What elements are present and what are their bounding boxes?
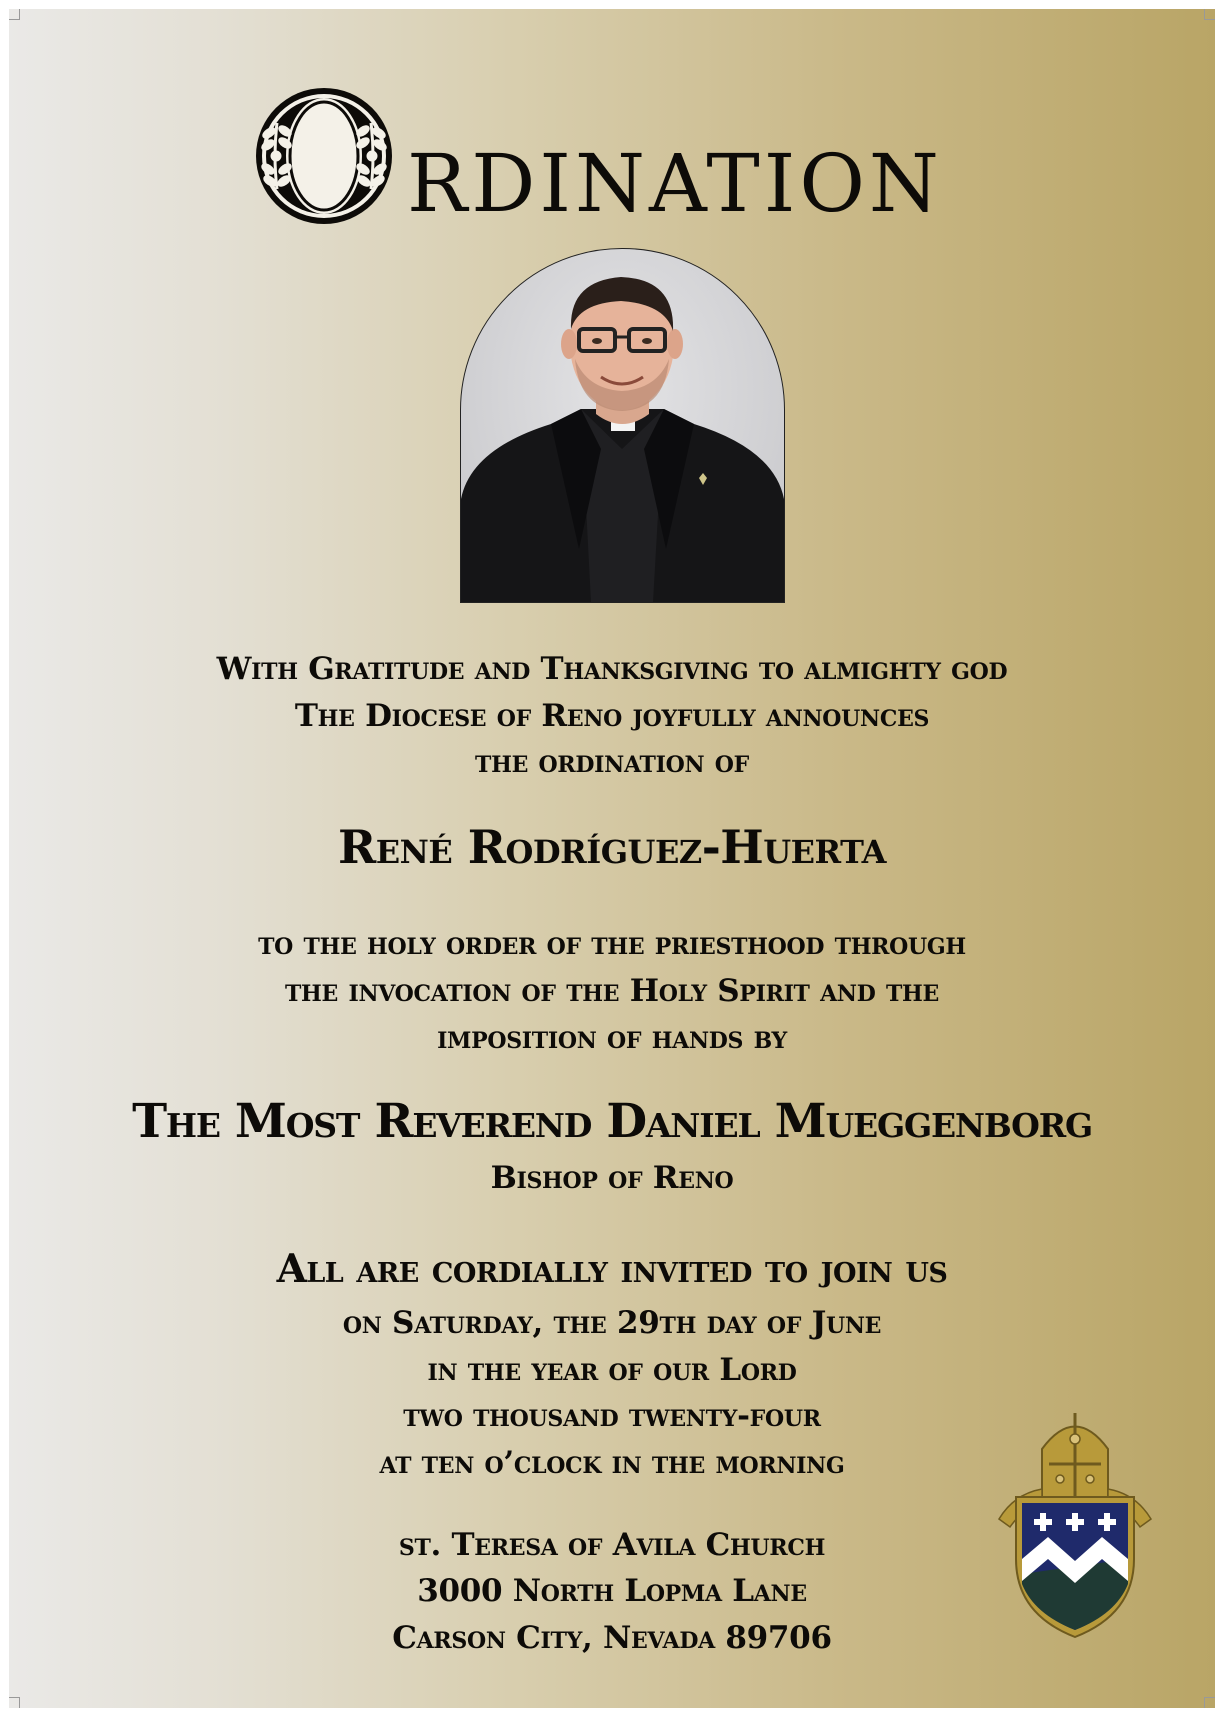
address-line: st. Teresa of Avila Church	[398, 1527, 826, 1563]
intro-line: The Diocese of Reno joyfully announces	[294, 698, 930, 734]
address-line: 3000 North Lopma Lane	[417, 1573, 807, 1609]
page-title	[249, 81, 1009, 231]
purpose-line: to the holy order of the priesthood through	[258, 926, 966, 962]
date-line: in the year of our Lord	[427, 1352, 797, 1388]
bishop-name: The Most Reverend Daniel Mueggenborg	[132, 1094, 1092, 1149]
crop-mark	[1204, 9, 1215, 20]
ornate-initial-o-icon	[249, 81, 399, 231]
invitation-heading: All are cordially invited to join us	[276, 1246, 948, 1292]
invitation-page	[9, 9, 1215, 1708]
date-line: two thousand twenty-four	[403, 1398, 821, 1434]
ordinand-name: René Rodríguez-Huerta	[338, 820, 886, 874]
crop-mark	[9, 1697, 20, 1708]
crop-mark	[1204, 1697, 1215, 1708]
purpose-line: the invocation of the Holy Spirit and the	[284, 973, 939, 1009]
portrait-photo	[460, 248, 785, 603]
coat-of-arms-icon	[994, 1409, 1156, 1639]
date-line: on Saturday, the 29th day of June	[342, 1305, 882, 1341]
clergy-portrait-icon	[461, 249, 784, 602]
bishop-title: Bishop of Reno	[490, 1160, 734, 1196]
purpose-line: imposition of hands by	[437, 1020, 787, 1056]
date-line: at ten o’clock in the morning	[379, 1445, 845, 1481]
address-line: Carson City, Nevada 89706	[392, 1620, 832, 1656]
intro-line: the ordination of	[475, 744, 749, 780]
crop-mark	[9, 9, 20, 20]
intro-line: With Gratitude and Thanksgiving to almighty god	[216, 651, 1008, 687]
title-text: RDINATION	[407, 137, 943, 230]
